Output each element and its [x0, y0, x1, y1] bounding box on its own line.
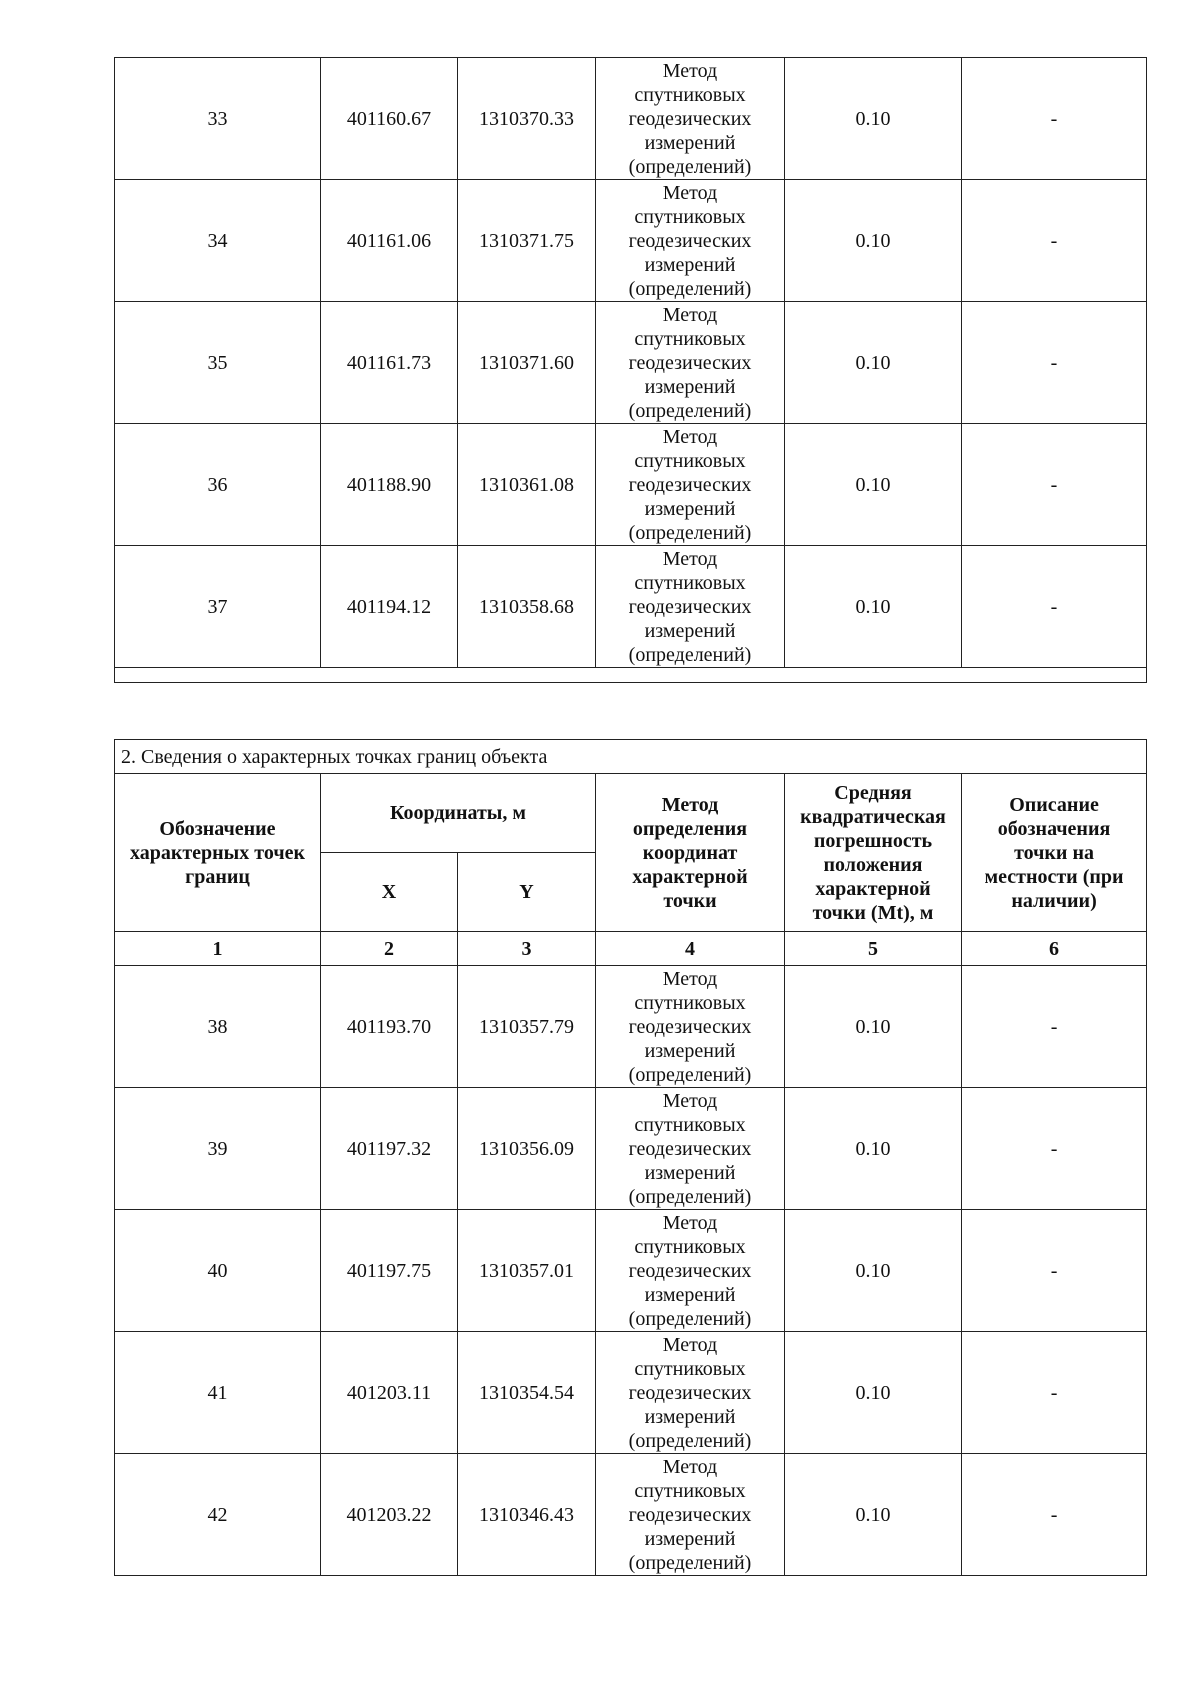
point-cell: 38 — [115, 966, 321, 1088]
column-number: 4 — [596, 932, 785, 966]
y-coordinate-cell: 1310354.54 — [458, 1332, 596, 1454]
point-cell: 39 — [115, 1088, 321, 1210]
table-row — [115, 302, 1147, 424]
x-coordinate-cell: 401197.32 — [321, 1088, 458, 1210]
table-row — [115, 966, 1147, 1088]
table-row — [115, 1454, 1147, 1576]
table-1-bottom-spacer — [115, 668, 1147, 683]
y-coordinate-cell: 1310371.60 — [458, 302, 596, 424]
mean-error-cell: 0.10 — [785, 546, 962, 668]
mean-error-cell: 0.10 — [785, 302, 962, 424]
x-coordinate-cell: 401188.90 — [321, 424, 458, 546]
table-row — [115, 546, 1147, 668]
header-method: Метод определения координат характерной точки — [596, 774, 785, 932]
coordinates-table-continued — [114, 57, 1147, 683]
y-coordinate-cell: 1310371.75 — [458, 180, 596, 302]
table-row — [115, 180, 1147, 302]
description-cell: - — [962, 302, 1147, 424]
point-cell: 33 — [115, 58, 321, 180]
point-cell: 42 — [115, 1454, 321, 1576]
method-cell: Метод спутниковых геодезических измерений (определений) — [596, 1088, 785, 1210]
header-x: X — [321, 853, 458, 932]
table-2-body — [115, 966, 1147, 1576]
y-coordinate-cell: 1310361.08 — [458, 424, 596, 546]
table-caption-row — [115, 740, 1147, 774]
description-cell: - — [962, 424, 1147, 546]
header-mean-error: Средняя квадратическая погрешность положения характерной точки (Mt), м — [785, 774, 962, 932]
y-coordinate-cell: 1310357.01 — [458, 1210, 596, 1332]
description-cell: - — [962, 546, 1147, 668]
description-cell: - — [962, 1332, 1147, 1454]
description-cell: - — [962, 1088, 1147, 1210]
description-cell: - — [962, 180, 1147, 302]
table-row — [115, 1332, 1147, 1454]
method-cell: Метод спутниковых геодезических измерений (определений) — [596, 1332, 785, 1454]
header-description: Описание обозначения точки на местности (при наличии) — [962, 774, 1147, 932]
y-coordinate-cell: 1310357.79 — [458, 966, 596, 1088]
table-1-body — [115, 58, 1147, 668]
method-cell: Метод спутниковых геодезических измерений (определений) — [596, 966, 785, 1088]
table-row — [115, 424, 1147, 546]
characteristic-points-table — [114, 739, 1147, 1576]
x-coordinate-cell: 401197.75 — [321, 1210, 458, 1332]
mean-error-cell: 0.10 — [785, 1210, 962, 1332]
y-coordinate-cell: 1310356.09 — [458, 1088, 596, 1210]
method-cell: Метод спутниковых геодезических измерений (определений) — [596, 424, 785, 546]
table-row — [115, 1210, 1147, 1332]
point-cell: 36 — [115, 424, 321, 546]
x-coordinate-cell: 401160.67 — [321, 58, 458, 180]
header-y: Y — [458, 853, 596, 932]
mean-error-cell: 0.10 — [785, 966, 962, 1088]
column-number: 6 — [962, 932, 1147, 966]
mean-error-cell: 0.10 — [785, 180, 962, 302]
point-cell: 41 — [115, 1332, 321, 1454]
description-cell: - — [962, 1454, 1147, 1576]
column-number: 5 — [785, 932, 962, 966]
table-row — [115, 1088, 1147, 1210]
column-number: 3 — [458, 932, 596, 966]
x-coordinate-cell: 401203.22 — [321, 1454, 458, 1576]
y-coordinate-cell: 1310370.33 — [458, 58, 596, 180]
column-number-row — [115, 932, 1147, 966]
x-coordinate-cell: 401193.70 — [321, 966, 458, 1088]
header-coordinates: Координаты, м — [321, 774, 596, 853]
description-cell: - — [962, 966, 1147, 1088]
method-cell: Метод спутниковых геодезических измерений (определений) — [596, 1454, 785, 1576]
column-number: 2 — [321, 932, 458, 966]
y-coordinate-cell: 1310358.68 — [458, 546, 596, 668]
header-point-designation: Обозначение характерных точек границ — [115, 774, 321, 932]
x-coordinate-cell: 401161.06 — [321, 180, 458, 302]
mean-error-cell: 0.10 — [785, 1088, 962, 1210]
y-coordinate-cell: 1310346.43 — [458, 1454, 596, 1576]
mean-error-cell: 0.10 — [785, 58, 962, 180]
point-cell: 34 — [115, 180, 321, 302]
method-cell: Метод спутниковых геодезических измерений (определений) — [596, 180, 785, 302]
table-caption: 2. Сведения о характерных точках границ объекта — [115, 740, 1147, 774]
x-coordinate-cell: 401194.12 — [321, 546, 458, 668]
header-row — [115, 774, 1147, 853]
mean-error-cell: 0.10 — [785, 424, 962, 546]
description-cell: - — [962, 58, 1147, 180]
table-row — [115, 58, 1147, 180]
point-cell: 40 — [115, 1210, 321, 1332]
x-coordinate-cell: 401161.73 — [321, 302, 458, 424]
point-cell: 37 — [115, 546, 321, 668]
method-cell: Метод спутниковых геодезических измерений (определений) — [596, 302, 785, 424]
column-number: 1 — [115, 932, 321, 966]
x-coordinate-cell: 401203.11 — [321, 1332, 458, 1454]
method-cell: Метод спутниковых геодезических измерений (определений) — [596, 1210, 785, 1332]
description-cell: - — [962, 1210, 1147, 1332]
method-cell: Метод спутниковых геодезических измерений (определений) — [596, 58, 785, 180]
method-cell: Метод спутниковых геодезических измерений (определений) — [596, 546, 785, 668]
mean-error-cell: 0.10 — [785, 1332, 962, 1454]
point-cell: 35 — [115, 302, 321, 424]
mean-error-cell: 0.10 — [785, 1454, 962, 1576]
